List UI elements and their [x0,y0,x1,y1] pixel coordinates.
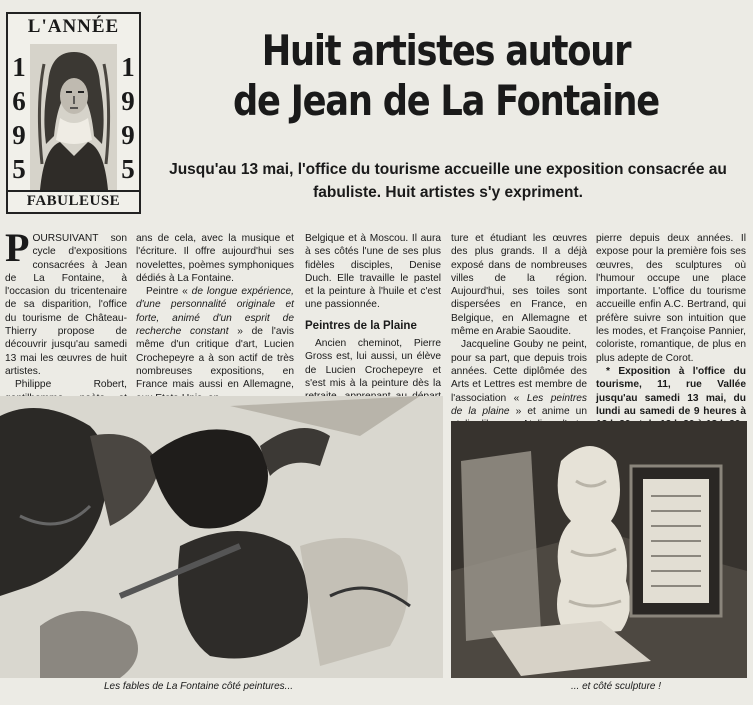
paragraph: Belgique et à Moscou. Il aura à ses côtés l'une de ses plus fidèles disciples, Denise Duch. Elle travaille le pastel et la peinture à l'huile et c'est une passionnée. [305,233,441,311]
sculpture-photo-icon [451,421,747,678]
article-column-5 [596,232,746,431]
digit: 6 [12,86,26,116]
subhead: Jusqu'au 13 mai, l'office du tourisme accueille une exposition consacrée au fabuliste. Huit artistes s'y expriment. [169,161,727,201]
caption-left: Les fables de La Fontaine côté peintures... [104,681,294,692]
rooster-painting-icon [0,396,443,678]
paragraph: ans de cela, avec la musique et l'écriture. Il offre aujourd'hui ses novelettes, poèmes symphoniques dédiés à La Fontaine. [136,233,294,284]
sculpture-photo [451,421,747,678]
article-column-3 [305,232,441,417]
section-subtitle: Peintres de la Plaine [305,319,417,332]
paragraph: ture et étudiant les œuvres des plus grands. Il a déjà exposé dans de nombreuses villes de la région. Aujourd'hui, ses toiles sont dispersées en France, en Belgique, en Allemagne et même en Arabie Saoudite. [451,233,587,338]
masthead-box [6,12,141,214]
paragraph: Philippe Robert, [15,379,127,391]
article-column-2 [136,232,294,405]
digit: 5 [12,154,26,184]
caption-right: ... et côté sculpture ! [571,681,662,692]
portrait-engraving-icon [30,44,117,190]
masthead-top: L'ANNÉE [27,16,120,37]
digits-right [119,50,137,186]
digit: 1 [12,52,26,82]
paragraph: Peintre « de longue expérience, d'une personnalité originale et forte, animé d'un esprit de recherche constant » de l'avis même d'un critique d'art, Lucien Crochepeyre a à son actif de très nombreuses expositions, en France mais aussi en Allemagne, [136,286,294,391]
paragraph: POURSUIVANT son cycle d'expositions consacrées à Jean de La Fontaine, à l'occasion du tricentenaire de sa disparition, l'office du tourisme de Château-Thierry propose de découvrir jusqu'au samedi 13 mai les œuvres de huit artistes. [5,225,127,377]
paragraph: pierre depuis deux années. Il expose pour la première fois ses œuvres, des sculptures où l'humour occupe une place importante. L'office du tourisme accueille enfin A.C. Bertrand, qui préfère suivre son intuition que les modes, et Françoise Pannier, coloriste, romantique, de plus en plus adepte de Corot. [596,233,746,364]
paragraph: Ancien cheminot, Pierre Gross est, lui aussi, un élève de Lucien Crochepeyre et s'est mis à la peinture dès la [305,338,441,389]
digit: 5 [121,154,135,184]
headline [194,26,698,126]
paragraph: Jacqueline Gouby ne peint, pour sa part, que depuis trois années. Cette diplômée des Arts et Lettres est membre de l'association « Les peintres de la plaine » et anime un [451,339,587,417]
digit: 1 [121,52,135,82]
digit: 9 [121,86,135,116]
digits-left [10,50,28,186]
digit: 9 [12,120,26,150]
exhibition-info: * Exposition à l'office du tourisme, 11, rue Vallée jusqu'au samedi 13 mai, du lundi au samedi de 9 heures à [596,365,746,417]
digit: 9 [121,120,135,150]
rooster-painting-photo [0,396,443,678]
headline-line1: Huit artistes autour [261,26,631,75]
headline-line2: de Jean de La Fontaine [233,76,659,125]
masthead-bottom: FABULEUSE [8,190,139,210]
drop-cap: P [5,225,30,270]
